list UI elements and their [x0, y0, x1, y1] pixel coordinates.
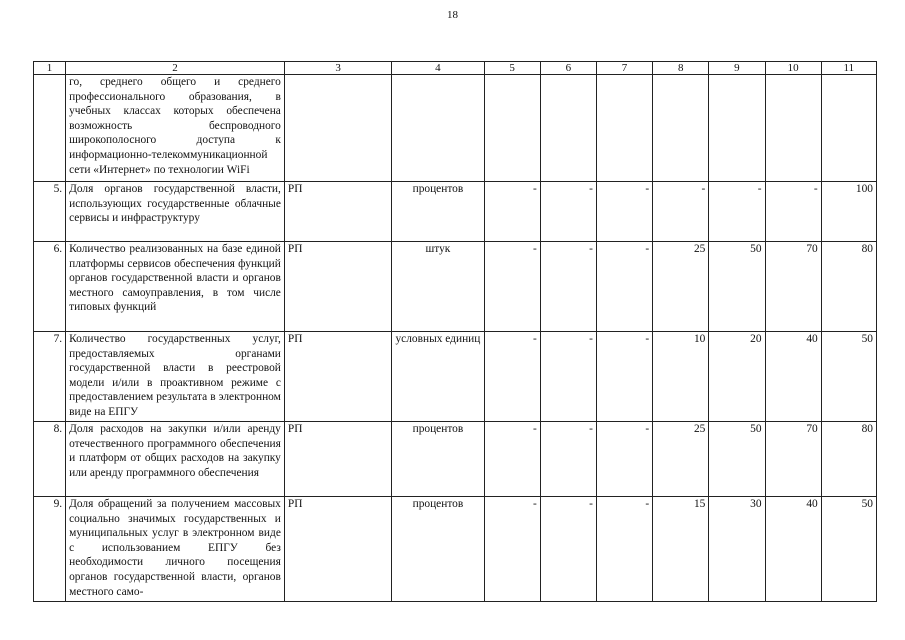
page-number: 18	[447, 9, 458, 21]
indicator-unit	[392, 75, 484, 182]
value-col-8: 10	[653, 332, 709, 422]
table-header-row	[34, 62, 877, 75]
value-col-8: 15	[653, 497, 709, 602]
row-number: 8.	[34, 422, 66, 497]
value-col-10: -	[765, 182, 821, 242]
value-col-6: -	[540, 332, 596, 422]
value-col-6: -	[540, 422, 596, 497]
value-col-5: -	[484, 242, 540, 332]
indicator-unit: процентов	[392, 497, 484, 602]
value-col-9: -	[709, 182, 765, 242]
value-col-6	[540, 75, 596, 182]
table-row	[34, 242, 877, 332]
value-col-11: 80	[821, 242, 876, 332]
value-col-7: -	[596, 422, 652, 497]
value-col-11: 50	[821, 332, 876, 422]
value-col-8	[653, 75, 709, 182]
row-number: 6.	[34, 242, 66, 332]
header-cell: 7	[596, 62, 652, 75]
value-col-11: 100	[821, 182, 876, 242]
header-cell: 11	[821, 62, 876, 75]
row-number	[34, 75, 66, 182]
value-col-6: -	[540, 242, 596, 332]
header-cell: 4	[392, 62, 484, 75]
value-col-7: -	[596, 332, 652, 422]
value-col-9: 20	[709, 332, 765, 422]
value-col-5: -	[484, 497, 540, 602]
value-col-5: -	[484, 422, 540, 497]
indicator-source: РП	[284, 332, 391, 422]
value-col-10: 40	[765, 497, 821, 602]
header-cell: 3	[284, 62, 391, 75]
indicator-source: РП	[284, 242, 391, 332]
value-col-9	[709, 75, 765, 182]
header-cell: 9	[709, 62, 765, 75]
indicator-name: Количество реализованных на базе единой платформы сервисов обеспечения функций органов государственной власти и органов местного самоуправления, в том числе типовых функций	[66, 242, 285, 332]
value-col-10: 40	[765, 332, 821, 422]
header-cell: 1	[34, 62, 66, 75]
row-number: 7.	[34, 332, 66, 422]
value-col-7: -	[596, 182, 652, 242]
header-cell: 5	[484, 62, 540, 75]
value-col-10	[765, 75, 821, 182]
indicator-unit: условных единиц	[392, 332, 484, 422]
header-cell: 6	[540, 62, 596, 75]
indicator-unit: процентов	[392, 182, 484, 242]
table-row	[34, 422, 877, 497]
value-col-10: 70	[765, 242, 821, 332]
value-col-6: -	[540, 182, 596, 242]
value-col-7: -	[596, 242, 652, 332]
table-row	[34, 497, 877, 602]
value-col-6: -	[540, 497, 596, 602]
value-col-9: 30	[709, 497, 765, 602]
header-cell: 10	[765, 62, 821, 75]
indicator-name: Доля обращений за получением массовых социально значимых государственных и муниципальных услуг в электронном виде с использованием ЕПГУ без необходимости личного посещения органов государственной власти, органов местного само-	[66, 497, 285, 602]
header-cell: 8	[653, 62, 709, 75]
value-col-11: 50	[821, 497, 876, 602]
value-col-5: -	[484, 332, 540, 422]
value-col-7	[596, 75, 652, 182]
value-col-11: 80	[821, 422, 876, 497]
header-cell: 2	[66, 62, 285, 75]
indicator-source: РП	[284, 422, 391, 497]
row-number: 5.	[34, 182, 66, 242]
value-col-9: 50	[709, 422, 765, 497]
table-row	[34, 75, 877, 182]
value-col-8: 25	[653, 242, 709, 332]
value-col-10: 70	[765, 422, 821, 497]
table-row	[34, 332, 877, 422]
indicator-name: Количество государственных услуг, предоставляемых органами государственной власти в реестровой модели и/или в проактивном режиме с предоставлением результата в электронном виде на ЕПГУ	[66, 332, 285, 422]
indicator-name: го, среднего общего и среднего профессионального образования, в учебных классах которых обеспечена возможность беспроводного широкополосного доступа к информационно-телекоммуникационной сети «Интернет» по технологии WiFi	[66, 75, 285, 182]
value-col-11	[821, 75, 876, 182]
indicator-name: Доля органов государственной власти, использующих государственные облачные сервисы и инфраструктуру	[66, 182, 285, 242]
indicator-unit: штук	[392, 242, 484, 332]
value-col-5	[484, 75, 540, 182]
value-col-8: 25	[653, 422, 709, 497]
indicator-name: Доля расходов на закупки и/или аренду отечественного программного обеспечения и платформ от общих расходов на закупку или аренду программного обеспечения	[66, 422, 285, 497]
table-row	[34, 182, 877, 242]
value-col-8: -	[653, 182, 709, 242]
indicators-table	[33, 61, 877, 602]
row-number: 9.	[34, 497, 66, 602]
value-col-9: 50	[709, 242, 765, 332]
value-col-5: -	[484, 182, 540, 242]
indicator-source	[284, 75, 391, 182]
indicator-source: РП	[284, 497, 391, 602]
value-col-7: -	[596, 497, 652, 602]
indicator-unit: процентов	[392, 422, 484, 497]
indicator-source: РП	[284, 182, 391, 242]
